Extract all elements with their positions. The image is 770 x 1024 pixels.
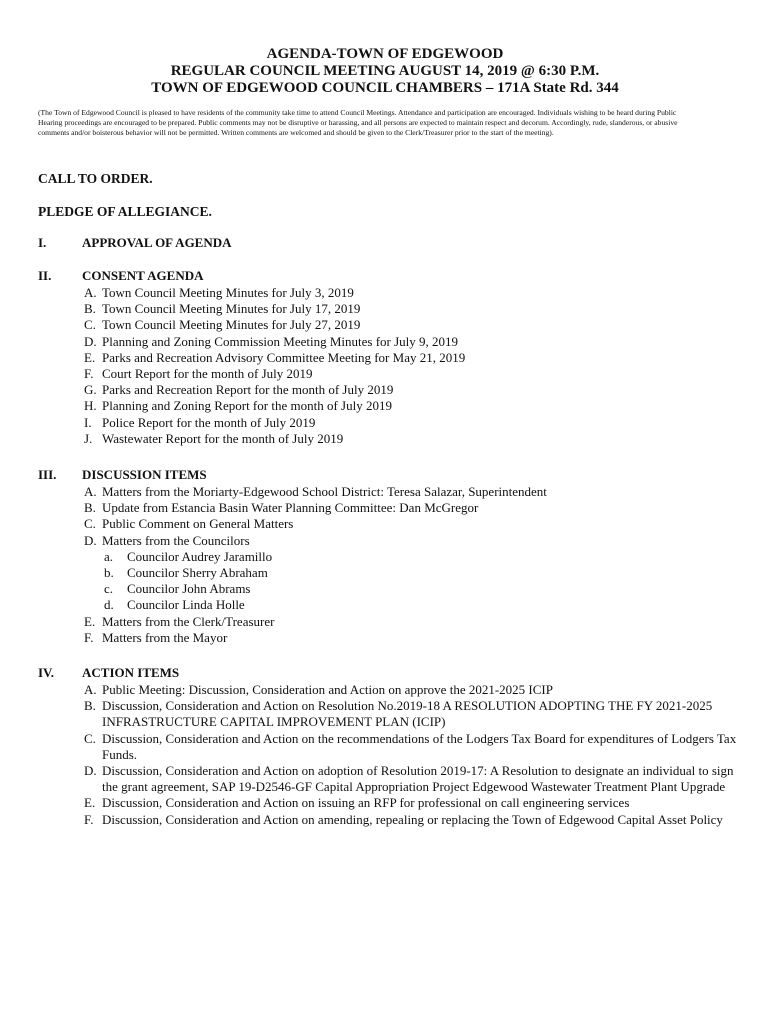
item-letter: A. xyxy=(84,484,97,499)
list-subitem xyxy=(38,549,738,565)
section-title: CONSENT AGENDA xyxy=(82,268,204,283)
item-text: Town Council Meeting Minutes for July 3, 2019 xyxy=(102,285,354,300)
item-letter: E. xyxy=(84,795,96,811)
list-item xyxy=(38,812,738,828)
section-number: I. xyxy=(38,235,47,250)
item-text: Councilor John Abrams xyxy=(127,581,251,597)
section-heading xyxy=(38,665,738,682)
list-item xyxy=(38,516,738,532)
item-letter: C. xyxy=(84,317,96,333)
public-notice: (The Town of Edgewood Council is pleased to have residents of the community take time to attend Council Meetings. Attendance and participation are encouraged. Individuals wishing to be heard during Public Hearing proceedings are encouraged to be prepared. Public comments may not be disruptive or harassing, and all persons are expected to maintain respect and decorum. Accordingly, rude, slanderous, or abusive comments and/or boisterous behavior will not be permitted. Written comments are welcomed and should be given to the Clerk/Treasurer prior to the start of the meeting). xyxy=(38,108,678,138)
item-letter: J. xyxy=(84,430,93,446)
section-heading xyxy=(38,467,738,484)
item-text: Planning and Zoning Commission Meeting Minutes for July 9, 2019 xyxy=(102,333,459,349)
item-text: Parks and Recreation Report for the month of July 2019 xyxy=(102,382,394,398)
item-letter: D. xyxy=(84,532,97,548)
item-letter: D. xyxy=(84,333,97,349)
section-approval-of-agenda xyxy=(38,235,738,252)
list-subitem xyxy=(38,597,738,613)
item-text: Councilor Sherry Abraham xyxy=(127,565,268,581)
list-item xyxy=(38,698,738,730)
item-text: Public Meeting: Discussion, Consideration and Action on approve the 2021-2025 ICIP xyxy=(102,682,553,697)
item-text: Councilor Audrey Jaramillo xyxy=(127,548,273,564)
section-discussion-items xyxy=(38,467,738,646)
item-letter: B. xyxy=(84,301,96,317)
item-letter: C. xyxy=(84,730,96,746)
section-title: ACTION ITEMS xyxy=(82,665,180,680)
section-number: II. xyxy=(38,268,52,283)
section-consent-agenda xyxy=(38,268,738,447)
list-item xyxy=(38,398,738,414)
item-text: Wastewater Report for the month of July 2019 xyxy=(102,430,344,446)
list-item xyxy=(38,500,738,516)
item-text: Discussion, Consideration and Action on the recommendations of the Lodgers Tax Board for expenditures of Lodgers Tax Funds. xyxy=(102,730,737,762)
action-items xyxy=(38,682,738,828)
item-letter: F. xyxy=(84,811,94,827)
item-text: Matters from the Clerk/Treasurer xyxy=(102,613,275,629)
list-item xyxy=(38,533,738,549)
item-letter: F. xyxy=(84,366,94,382)
item-letter: b. xyxy=(104,565,114,581)
item-letter: A. xyxy=(84,285,97,300)
item-text: Discussion, Consideration and Action on issuing an RFP for professional on call engineering services xyxy=(102,795,630,811)
section-number: III. xyxy=(38,467,57,482)
item-letter: B. xyxy=(84,500,96,516)
item-text: Police Report for the month of July 2019 xyxy=(102,414,316,430)
list-item xyxy=(38,484,738,500)
item-letter: D. xyxy=(84,763,97,779)
item-text: Discussion, Consideration and Action on adoption of Resolution 2019-17: A Resolution to designate an individual to sign the grant agreement, SAP 19-D2546-GF Capital Appropriation Project Edgewood Wastewater Treatment Plant Upgrade xyxy=(102,763,734,795)
section-number: IV. xyxy=(38,665,55,680)
item-letter: G. xyxy=(84,382,97,398)
item-letter: c. xyxy=(104,581,114,597)
list-item xyxy=(38,630,738,646)
list-item xyxy=(38,795,738,811)
item-letter: C. xyxy=(84,516,96,532)
section-heading xyxy=(38,235,738,252)
discussion-items xyxy=(38,484,738,646)
item-letter: d. xyxy=(104,597,114,613)
list-item xyxy=(38,285,738,301)
item-letter: E. xyxy=(84,613,96,629)
list-subitem xyxy=(38,565,738,581)
list-item xyxy=(38,682,738,698)
item-letter: E. xyxy=(84,349,96,365)
item-text: Town Council Meeting Minutes for July 27, 2019 xyxy=(102,317,361,333)
item-text: Councilor Linda Holle xyxy=(127,597,245,613)
item-text: Discussion, Consideration and Action on Resolution No.2019-18 A RESOLUTION ADOPTING THE FY 2021-2025 INFRASTRUCTURE CAPITAL IMPROVEMENT PLAN (ICIP) xyxy=(102,698,713,730)
item-letter: B. xyxy=(84,698,96,714)
list-item xyxy=(38,763,738,795)
list-subitem xyxy=(38,581,738,597)
item-letter: F. xyxy=(84,629,94,645)
item-text: Discussion, Consideration and Action on amending, repealing or replacing the Town of Edgewood Capital Asset Policy xyxy=(102,811,723,827)
list-item xyxy=(38,317,738,333)
item-text: Town Council Meeting Minutes for July 17, 2019 xyxy=(102,301,361,317)
section-action-items xyxy=(38,665,738,828)
item-letter: H. xyxy=(84,398,97,414)
list-item xyxy=(38,350,738,366)
list-item xyxy=(38,301,738,317)
section-title: DISCUSSION ITEMS xyxy=(82,467,207,482)
list-item xyxy=(38,334,738,350)
section-title: APPROVAL OF AGENDA xyxy=(82,235,232,250)
consent-agenda-items xyxy=(38,285,738,447)
section-heading xyxy=(38,268,738,285)
item-text: Matters from the Mayor xyxy=(102,629,228,645)
list-item xyxy=(38,431,738,447)
item-text: Planning and Zoning Report for the month of July 2019 xyxy=(102,398,392,414)
header-meeting-date: REGULAR COUNCIL MEETING AUGUST 14, 2019 @ 6:30 P.M. xyxy=(170,63,600,79)
list-item xyxy=(38,614,738,630)
pledge-of-allegiance: PLEDGE OF ALLEGIANCE. xyxy=(38,204,212,219)
call-to-order: CALL TO ORDER. xyxy=(38,171,153,186)
list-item xyxy=(38,382,738,398)
list-item xyxy=(38,366,738,382)
header-location: TOWN OF EDGEWOOD COUNCIL CHAMBERS – 171A State Rd. 344 xyxy=(151,80,619,96)
item-letter: A. xyxy=(84,682,97,697)
item-text: Parks and Recreation Advisory Committee Meeting for May 21, 2019 xyxy=(102,349,466,365)
list-item xyxy=(38,731,738,763)
agenda-header xyxy=(0,46,770,97)
item-text: Matters from the Councilors xyxy=(102,532,250,548)
header-title: AGENDA-TOWN OF EDGEWOOD xyxy=(266,46,504,62)
item-letter: I. xyxy=(84,414,92,430)
item-letter: a. xyxy=(104,548,114,564)
item-text: Matters from the Moriarty-Edgewood School District: Teresa Salazar, Superintendent xyxy=(102,484,547,499)
item-text: Public Comment on General Matters xyxy=(102,516,294,532)
item-text: Court Report for the month of July 2019 xyxy=(102,366,313,382)
item-text: Update from Estancia Basin Water Planning Committee: Dan McGregor xyxy=(102,500,479,516)
list-item xyxy=(38,415,738,431)
